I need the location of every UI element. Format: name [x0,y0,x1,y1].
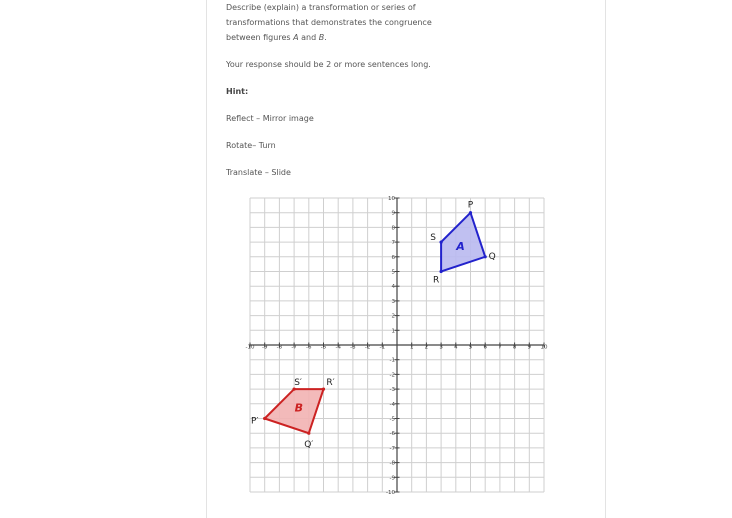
y-tick-label: 1 [391,328,395,335]
y-tick-label: -6 [389,431,395,438]
x-tick-label: -2 [364,344,371,351]
y-tick-label: -2 [389,372,395,379]
y-tick-label: -10 [386,490,395,496]
x-tick-label: 9 [527,344,532,351]
x-tick-label: -7 [291,344,297,351]
hint-rotate: Rotate– Turn [226,141,276,150]
figure-a-label: A [456,239,465,253]
x-tick-label: -10 [245,344,255,351]
x-tick-label: -5 [320,344,327,351]
figure-b-ref: B [318,33,325,42]
vertex-point [440,270,443,273]
y-tick-label: 2 [391,313,395,320]
y-tick-label: -4 [389,401,395,408]
vertex-point [440,241,443,244]
y-tick-label: 7 [391,240,395,247]
y-tick-label: -7 [389,445,395,452]
x-tick-label: 3 [439,344,443,351]
figure-b-label: B [294,401,303,415]
x-tick-label: 6 [483,344,487,351]
y-tick-label: 3 [391,298,395,305]
figure-a-ref: A [293,33,299,42]
question-line-3 [226,30,327,45]
vertex-point [322,388,325,391]
x-tick-label: 4 [454,344,458,351]
y-tick-label: -9 [389,475,395,482]
x-tick-label: 7 [498,344,502,351]
coordinate-graph [244,194,554,504]
vertex-point [263,417,266,420]
x-tick-label: -6 [306,344,312,351]
y-tick-label: 8 [391,225,395,232]
y-tick-label: -8 [389,460,395,467]
x-tick-label: 1 [409,344,414,351]
vertex-label: Q [488,251,496,262]
x-tick-label: -3 [350,344,356,351]
hint-title: Hint: [226,87,249,96]
x-tick-label: 10 [540,344,548,351]
response-length-note: Your response should be 2 or more sentences long. [226,60,431,69]
vertex-label: Q′ [304,440,314,451]
vertex-label: S [430,233,436,244]
coordinate-plane-svg [244,194,554,500]
vertex-point [469,211,472,214]
y-tick-label: 9 [391,210,395,217]
question-line-3-and: and [298,33,319,42]
y-tick-label: 4 [391,284,395,291]
y-tick-label: 6 [391,254,395,261]
x-tick-label: -4 [335,344,341,351]
question-line-3-suffix: . [324,33,327,42]
vertex-label: S′ [294,378,302,389]
x-tick-label: 8 [512,344,517,351]
x-tick-label: 5 [468,344,473,351]
vertex-point [307,432,310,435]
vertex-label: P′ [250,416,259,427]
question-line-2: transformations that demonstrates the congruence [226,18,432,27]
y-tick-label: -1 [389,357,395,364]
x-tick-label: -8 [276,344,283,351]
y-tick-label: -5 [389,416,395,423]
y-tick-label: -3 [389,387,395,394]
x-tick-label: -9 [261,344,268,351]
question-line-3-prefix: between figures [226,33,294,42]
hint-translate: Translate – Slide [226,168,291,177]
vertex-label: R [432,275,440,286]
vertex-label: R′ [326,378,335,389]
hint-reflect: Reflect – Mirror image [226,114,314,123]
x-tick-label: -1 [379,344,386,351]
question-line-1: Describe (explain) a transformation or series of [226,3,416,12]
vertex-point [484,255,487,258]
y-tick-label: 10 [388,196,395,202]
vertex-label: P [467,200,474,211]
y-tick-label: 5 [391,269,395,276]
x-tick-label: 2 [424,344,429,351]
